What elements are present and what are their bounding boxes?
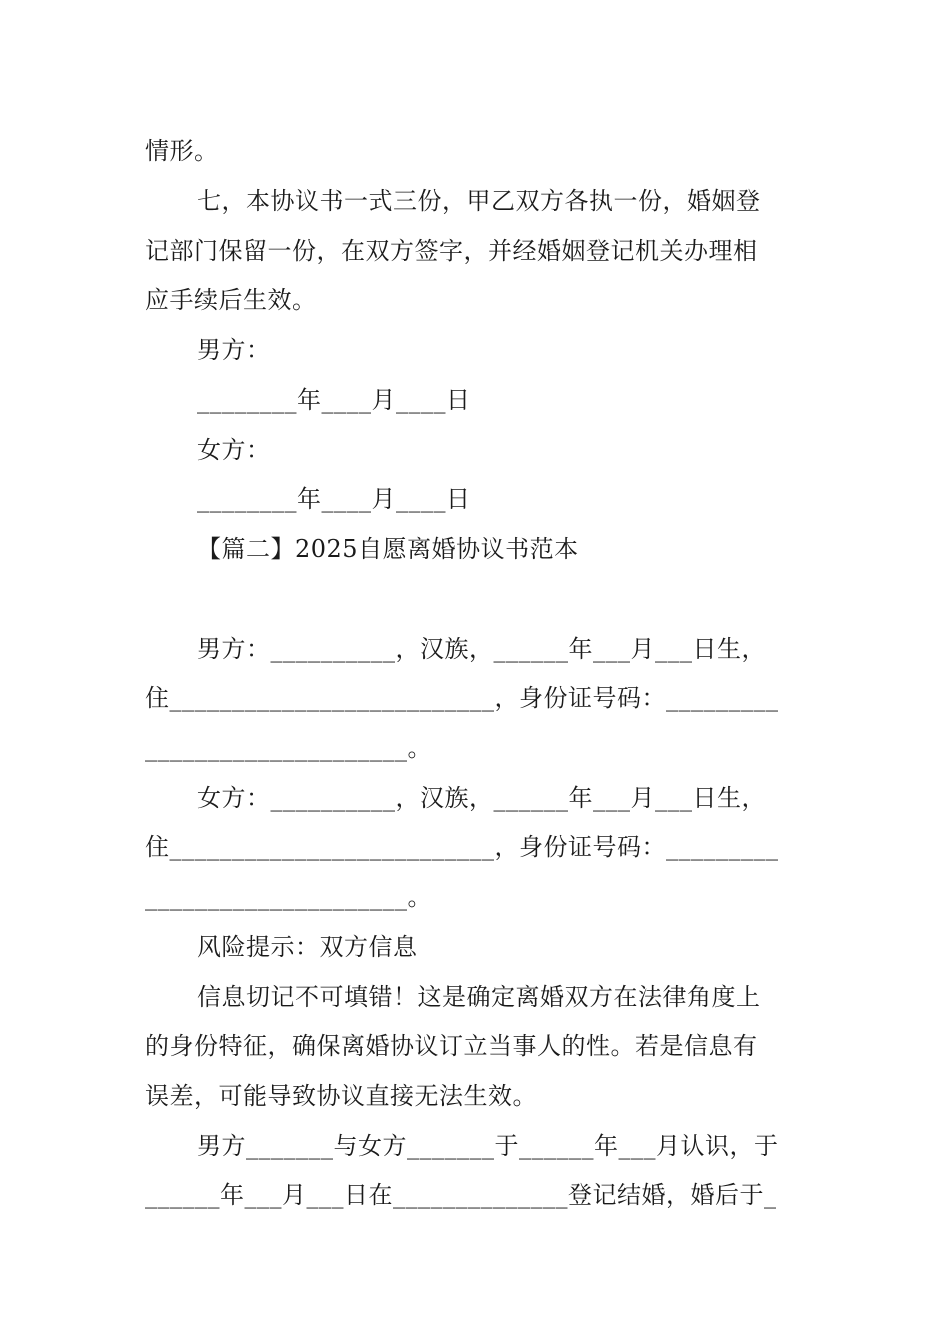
text-line: 应手续后生效。 bbox=[145, 286, 317, 314]
signature-label-male: 男方： bbox=[197, 336, 271, 364]
text-line: ______年___月___日在______________登记结婚，婚后于_ bbox=[145, 1181, 777, 1209]
section-title: 【篇二】2025自愿离婚协议书范本 bbox=[197, 535, 579, 563]
text-line: 记部门保留一份，在双方签字，并经婚姻登记机关办理相 bbox=[145, 237, 758, 265]
text-line: 情形。 bbox=[145, 137, 219, 165]
text-line: 七，本协议书一式三份，甲乙双方各执一份，婚姻登 bbox=[197, 187, 761, 215]
text-line: _____________________。 bbox=[145, 883, 432, 911]
text-line: 女方：__________，汉族，______年___月___日生， bbox=[197, 784, 766, 812]
signature-label-female: 女方： bbox=[197, 436, 271, 464]
text-line: 信息切记不可填错！这是确定离婚双方在法律角度上 bbox=[197, 983, 761, 1011]
text-line: 男方：__________，汉族，______年___月___日生， bbox=[197, 635, 766, 663]
text-line: 男方_______与女方_______于______年___月认识，于 bbox=[197, 1132, 779, 1160]
text-line: 误差，可能导致协议直接无法生效。 bbox=[145, 1082, 537, 1110]
date-blank: ________年____月____日 bbox=[197, 485, 471, 513]
text-line: 的身份特征，确保离婚协议订立当事人的性。若是信息有 bbox=[145, 1032, 758, 1060]
text-line: _____________________。 bbox=[145, 734, 432, 762]
text-line: 住__________________________，身份证号码：_________ bbox=[145, 833, 779, 861]
text-line: 住__________________________，身份证号码：_________ bbox=[145, 684, 779, 712]
risk-heading: 风险提示：双方信息 bbox=[197, 933, 418, 961]
date-blank: ________年____月____日 bbox=[197, 386, 471, 414]
